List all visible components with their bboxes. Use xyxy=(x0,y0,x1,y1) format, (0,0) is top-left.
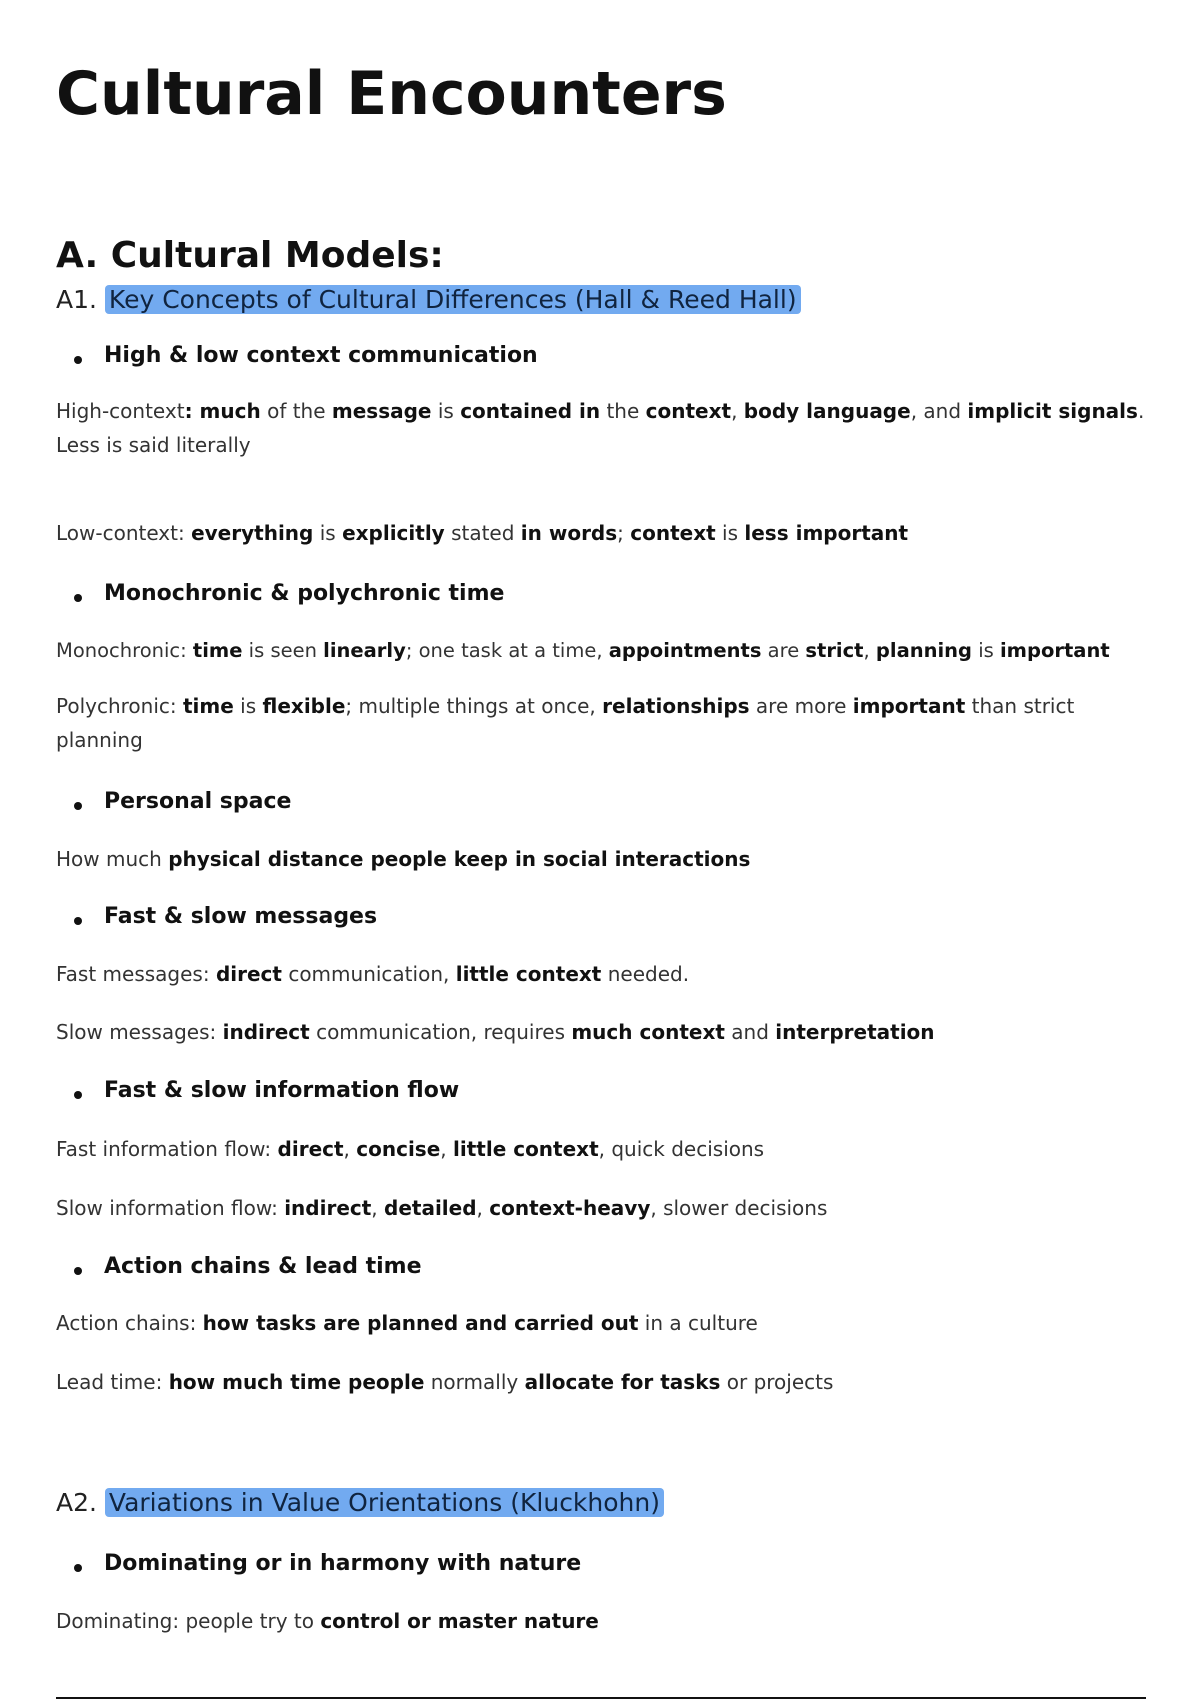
subheading-prefix: A1. xyxy=(56,285,97,314)
subheading-a1 xyxy=(56,280,801,320)
paragraph-slow-flow: Slow information flow: indirect, detailed, context-heavy, slower decisions xyxy=(56,1196,828,1220)
paragraph-lead-time: Lead time: how much time people normally allocate for tasks or projects xyxy=(56,1370,834,1394)
paragraph-slow-messages: Slow messages: indirect communication, requires much context and interpretation xyxy=(56,1020,935,1044)
paragraph-fast-flow: Fast information flow: direct, concise, little context, quick decisions xyxy=(56,1137,765,1161)
highlighted-text[interactable]: Key Concepts of Cultural Differences (Hall & Reed Hall) xyxy=(105,285,801,314)
paragraph-dominating: Dominating: people try to control or master nature xyxy=(56,1609,599,1633)
bullet-heading-time: Monochronic & polychronic time xyxy=(104,578,504,610)
paragraph-polychronic: Polychronic: time is flexible; multiple things at once, relationships are more important than strict planning xyxy=(56,694,1075,752)
paragraph-low-context: Low-context: everything is explicitly stated in words; context is less important xyxy=(56,521,909,545)
bullet-heading-flow: Fast & slow information flow xyxy=(104,1075,459,1107)
subheading-prefix: A2. xyxy=(56,1488,97,1517)
bullet-heading-messages: Fast & slow messages xyxy=(104,901,377,933)
bullet-heading-nature: Dominating or in harmony with nature xyxy=(104,1548,581,1580)
subheading-a2 xyxy=(56,1483,664,1523)
bullet-heading-space: Personal space xyxy=(104,786,291,818)
paragraph-action-chains: Action chains: how tasks are planned and carried out in a culture xyxy=(56,1311,758,1335)
bullet-heading-context: High & low context communication xyxy=(104,340,538,372)
document-title: Cultural Encounters xyxy=(56,59,727,129)
paragraph-monochronic: Monochronic: time is seen linearly; one task at a time, appointments are strict, planning is important xyxy=(56,639,1110,662)
paragraph-high-context: High-context: much of the message is contained in the context, body language, and implicit signals. Less is said literally xyxy=(56,399,1145,457)
page-bottom-rule xyxy=(56,1697,1146,1699)
highlighted-text[interactable]: Variations in Value Orientations (Kluckhohn) xyxy=(105,1488,664,1517)
section-heading-a: A. Cultural Models: xyxy=(56,235,444,276)
paragraph-personal-space: How much physical distance people keep in social interactions xyxy=(56,847,751,871)
paragraph-fast-messages: Fast messages: direct communication, little context needed. xyxy=(56,962,690,986)
bullet-heading-action: Action chains & lead time xyxy=(104,1251,422,1283)
